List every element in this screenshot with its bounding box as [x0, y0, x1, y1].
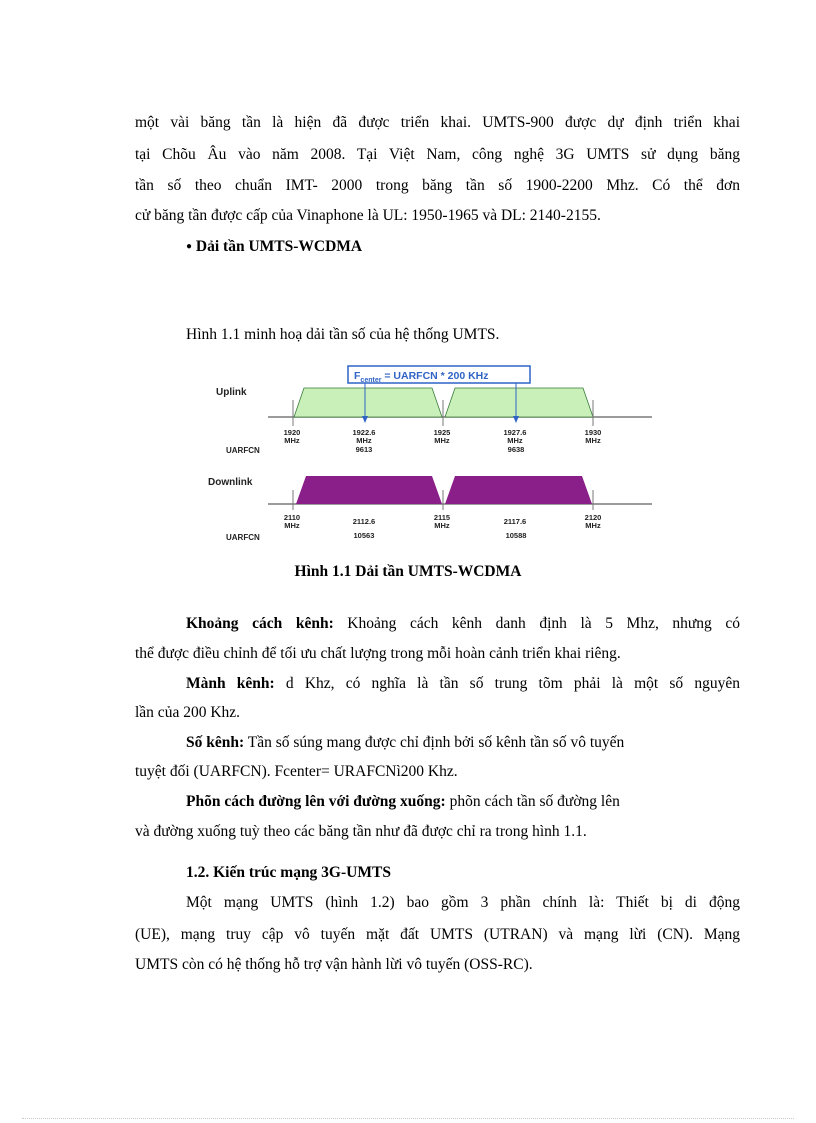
- section-line: Một mạng UMTS (hình 1.2) bao gồm 3 phần chính là: Thiết bị di động: [186, 894, 740, 911]
- downlink-freq: 2115: [433, 513, 451, 522]
- definition-line: [186, 792, 620, 812]
- downlink-uarfcn: 10588: [505, 531, 527, 540]
- uplink-channel-1: [294, 388, 442, 417]
- definition-line: và đường xuống tuỳ theo các băng tần như đã được chỉ ra trong hình 1.1.: [135, 823, 587, 840]
- section-line: UMTS còn có hệ thống hỗ trợ vận hành lừi vô tuyến (OSS-RC).: [135, 956, 533, 973]
- svg-text:MHz MHz MHz: [284, 521, 601, 530]
- frequency-band-figure: [200, 360, 660, 550]
- figure-caption: Hình 1.1 Dải tần UMTS-WCDMA: [294, 563, 522, 580]
- mhz-unit: MHz: [434, 436, 450, 445]
- mhz-unit: MHz: [434, 521, 450, 530]
- mhz-unit: MHz: [507, 436, 523, 445]
- bullet-heading: [186, 237, 362, 257]
- downlink-freq: 2112.6: [352, 517, 376, 526]
- definition-term: Phõn cách đường lên với đường xuống:: [186, 793, 446, 810]
- arrow-head-icon: [362, 416, 368, 423]
- definition-line: thể được điều chỉnh để tối ưu chất lượng trong mỗi hoàn cảnh triển khai riêng.: [135, 645, 621, 662]
- uarfcn-label: UARFCN: [226, 446, 260, 455]
- uplink-freq: 1922.6: [352, 428, 376, 437]
- bullet-icon: ●: [186, 241, 193, 252]
- definition-line: [186, 674, 740, 694]
- definition-text: Tần số súng mang được chỉ định bởi số kênh tần số vô tuyến: [244, 734, 625, 751]
- definition-term: Số kênh:: [186, 734, 245, 751]
- downlink-freq: 2110: [283, 513, 301, 522]
- definition-line: [186, 614, 740, 634]
- mhz-unit: MHz: [585, 436, 601, 445]
- uplink-label: Uplink: [216, 387, 247, 398]
- formula-text: $F_{center}$ = UARFCN * 200 KHz: [354, 370, 489, 384]
- svg-text:MHz MHz MHz: [284, 436, 601, 445]
- downlink-channel-2: [445, 476, 592, 504]
- downlink-freq: 2117.6: [503, 517, 527, 526]
- section-line: (UE), mạng truy cập vô tuyến mặt đất UMTS (UTRAN) và mạng lừi (CN). Mạng: [135, 926, 740, 943]
- bullet-heading-text: Dải tần UMTS-WCDMA: [195, 238, 363, 255]
- definition-text: phõn cách tần số đường lên: [445, 793, 620, 810]
- paragraph-line: tại Chõu Âu vào năm 2008. Tại Việt Nam, công nghệ 3G UMTS sử dụng băng: [135, 146, 740, 163]
- svg-text:10563 10588: [354, 531, 527, 540]
- mhz-unit: MHz: [356, 436, 372, 445]
- paragraph-line: tần số theo chuẩn IMT- 2000 trong băng tần số 1900-2200 Mhz. Có thể đơn: [135, 177, 740, 194]
- uplink-uarfcn: 9638: [507, 445, 525, 454]
- svg-text:9613 9638: [356, 445, 525, 454]
- uplink-freq: 1920: [283, 428, 301, 437]
- mhz-unit: MHz: [284, 521, 300, 530]
- mhz-unit: MHz: [585, 521, 601, 530]
- mhz-unit: MHz: [284, 436, 300, 445]
- paragraph-line: một vài băng tần là hiện đã được triển khai. UMTS-900 được dự định triển khai: [135, 114, 740, 131]
- downlink-freq: 2120: [584, 513, 602, 522]
- figure-intro: Hình 1.1 minh hoạ dải tần số của hệ thống UMTS.: [186, 326, 500, 343]
- paragraph-line: cử băng tần được cấp của Vinaphone là UL: 1950-1965 và DL: 2140-2155.: [135, 207, 601, 224]
- definition-text: Khoảng cách kênh danh định là 5 Mhz, nhưng có: [333, 615, 740, 632]
- downlink-label: Downlink: [208, 477, 253, 488]
- uplink-uarfcn: 9613: [355, 445, 373, 454]
- downlink-channel-1: [296, 476, 442, 504]
- page-bottom-rule: [22, 1118, 794, 1119]
- section-heading: 1.2. Kiến trúc mạng 3G-UMTS: [186, 864, 391, 881]
- arrow-head-icon: [513, 416, 519, 423]
- definition-line: lần của 200 Khz.: [135, 704, 241, 721]
- uplink-freq: 1925: [433, 428, 451, 437]
- uplink-freq: 1930: [584, 428, 602, 437]
- uplink-channel-2: [445, 388, 593, 417]
- definition-line: tuyệt đối (UARFCN). Fcenter= URAFCNì200 Khz.: [135, 763, 458, 780]
- downlink-uarfcn: 10563: [353, 531, 375, 540]
- definition-term: Mành kênh:: [186, 675, 275, 692]
- definition-text: d Khz, có nghĩa là tần số trung tõm phải là một số nguyên: [274, 675, 740, 692]
- definition-line: [186, 733, 624, 753]
- uarfcn-label: UARFCN: [226, 533, 260, 542]
- definition-term: Khoảng cách kênh:: [186, 615, 334, 632]
- uplink-freq: 1927.6: [503, 428, 527, 437]
